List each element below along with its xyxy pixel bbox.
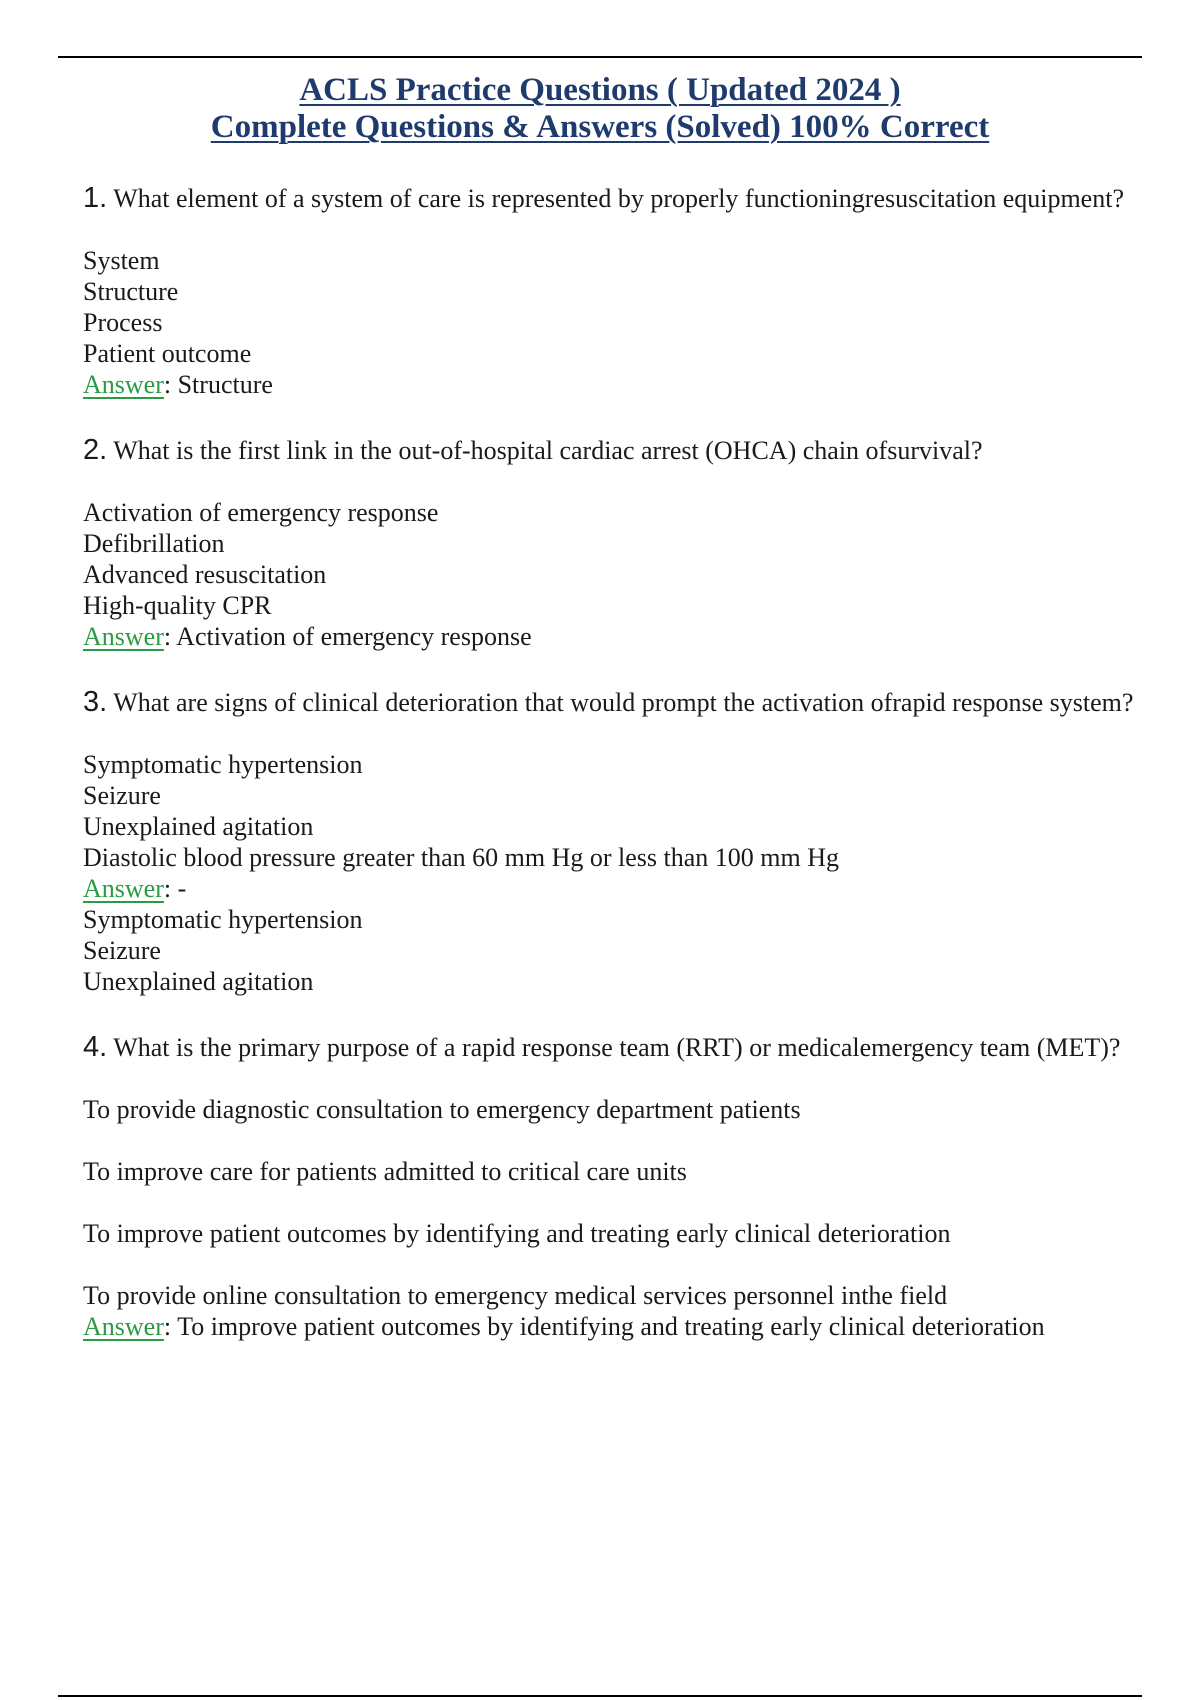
- question-text: 4. What is the primary purpose of a rapid response team (RRT) or medicalemergency team (MET)?: [83, 1031, 1121, 1063]
- document-title: [0, 72, 1200, 146]
- options-list: [83, 749, 1150, 873]
- answer-item: Symptomatic hypertension: [83, 905, 363, 934]
- question-number: 1.: [83, 182, 108, 214]
- question-text: 1. What element of a system of care is represented by properly functioningresuscitation equipment?: [83, 182, 1124, 214]
- answer-item: Seizure: [83, 936, 161, 965]
- answer-label: Answer: [83, 874, 164, 903]
- option: Diastolic blood pressure greater than 60 mm Hg or less than 100 mm Hg: [83, 843, 840, 872]
- option: To improve patient outcomes by identifying and treating early clinical deterioration: [83, 1219, 951, 1248]
- question-text: 2. What is the first link in the out-of-hospital cardiac arrest (OHCA) chain ofsurvival?: [83, 434, 983, 466]
- question-text: 3. What are signs of clinical deterioration that would prompt the activation ofrapid response system?: [83, 686, 1134, 718]
- question-1: [83, 183, 1150, 400]
- title-line-1: ACLS Practice Questions ( Updated 2024 ): [299, 72, 901, 108]
- question-2: [83, 435, 1150, 652]
- option: Unexplained agitation: [83, 812, 314, 841]
- answer-label: Answer: [83, 1312, 164, 1341]
- options-list: [83, 497, 1150, 621]
- option: To improve care for patients admitted to critical care units: [83, 1157, 687, 1186]
- option: Activation of emergency response: [83, 498, 439, 527]
- top-rule: [58, 56, 1142, 58]
- answer-text: : Structure: [163, 370, 273, 399]
- answer-line: [83, 369, 1150, 400]
- answer-text: : Activation of emergency response: [163, 622, 532, 651]
- question-number: 4.: [83, 1031, 108, 1063]
- option: Structure: [83, 277, 179, 306]
- question-list: [83, 183, 1150, 1377]
- options-list: [83, 1094, 1150, 1311]
- options-list: [83, 245, 1150, 369]
- question-4: [83, 1032, 1150, 1342]
- question-number: 3.: [83, 686, 108, 718]
- option: Advanced resuscitation: [83, 560, 327, 589]
- answer-line: [83, 621, 1150, 652]
- option: Seizure: [83, 781, 161, 810]
- option: Symptomatic hypertension: [83, 750, 363, 779]
- option: To provide online consultation to emergency medical services personnel inthe field: [83, 1281, 948, 1310]
- option: Process: [83, 308, 163, 337]
- answer-text: : To improve patient outcomes by identifying and treating early clinical deterioration: [163, 1312, 1045, 1341]
- answer-line: [83, 873, 1150, 904]
- answer-line: [83, 1311, 1150, 1342]
- question-number: 2.: [83, 434, 108, 466]
- title-line-2: Complete Questions & Answers (Solved) 100% Correct: [210, 109, 990, 145]
- answer-label: Answer: [83, 370, 164, 399]
- option: High-quality CPR: [83, 591, 272, 620]
- answer-text: : -: [163, 874, 187, 903]
- answer-item: Unexplained agitation: [83, 967, 314, 996]
- bottom-rule: [58, 1695, 1142, 1697]
- option: To provide diagnostic consultation to emergency department patients: [83, 1095, 801, 1124]
- option: Defibrillation: [83, 529, 225, 558]
- answer-label: Answer: [83, 622, 164, 651]
- option: System: [83, 246, 160, 275]
- option: Patient outcome: [83, 339, 252, 368]
- question-3: [83, 687, 1150, 997]
